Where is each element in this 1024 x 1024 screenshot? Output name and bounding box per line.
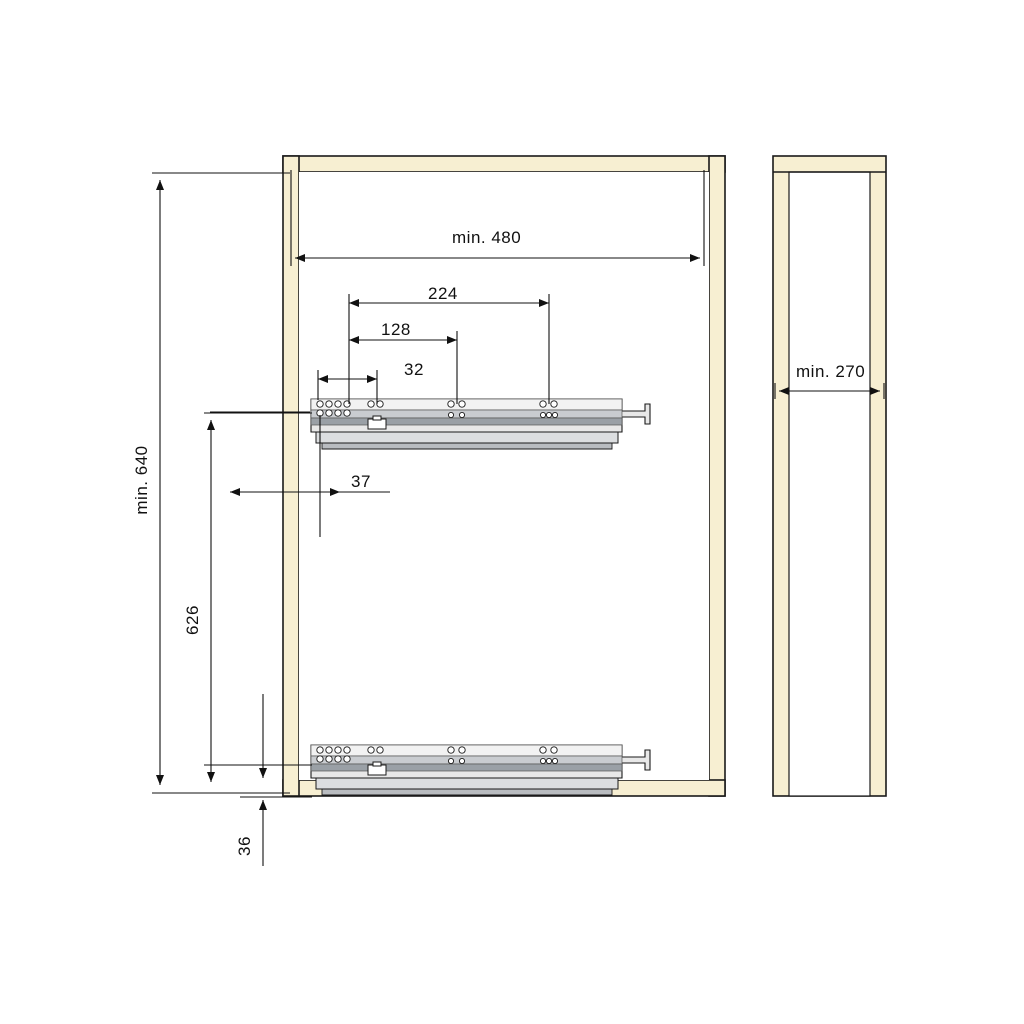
cabinet-side-view-body bbox=[773, 156, 886, 796]
dimension-label-depth-min-270: min. 270 bbox=[796, 362, 866, 381]
dimension-line-height-min-640 bbox=[152, 173, 290, 793]
drawer-slide-lower bbox=[311, 745, 650, 795]
drawer-slide-upper bbox=[311, 399, 650, 449]
dimension-label-36: 36 bbox=[235, 836, 254, 856]
dimension-label-32: 32 bbox=[404, 360, 424, 379]
dimension-label-height-min-640: min. 640 bbox=[132, 445, 151, 515]
dimension-label-37: 37 bbox=[351, 472, 371, 491]
dimension-label-width-min-480: min. 480 bbox=[452, 228, 522, 247]
dimension-label-224: 224 bbox=[428, 284, 458, 303]
dimension-label-626: 626 bbox=[183, 605, 202, 635]
cabinet-front-view-body bbox=[283, 156, 725, 796]
dimension-label-128: 128 bbox=[381, 320, 411, 339]
